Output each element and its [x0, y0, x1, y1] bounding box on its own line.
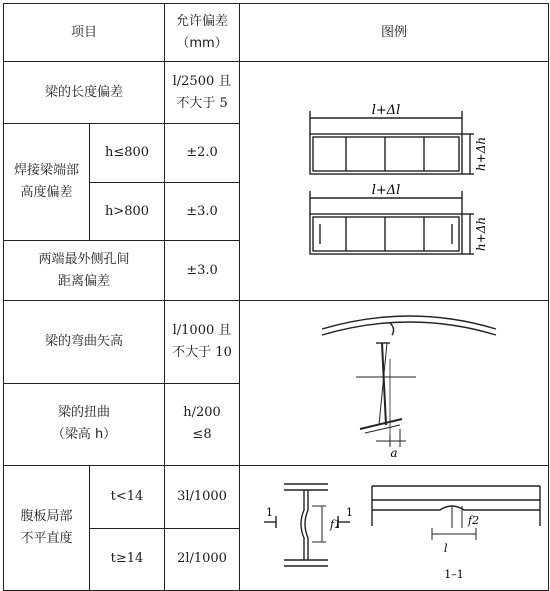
tol-twist-line1: h/200	[183, 405, 221, 421]
tol-holes: ±3.0	[165, 241, 240, 301]
item-height-line2: 高度偏差	[20, 185, 73, 200]
label-length-2: l+Δl	[371, 183, 401, 198]
camber-arc-inner	[322, 322, 496, 335]
item-web-line1: 腹板局部	[20, 509, 73, 524]
figure-web-cell	[240, 466, 549, 591]
label-twist-a: a	[390, 446, 398, 460]
tol-camber-line1: l/1000 且	[172, 322, 232, 338]
sub-web-2: t≥14	[90, 528, 165, 591]
figure-beam-cell	[240, 62, 549, 301]
row-length	[4, 62, 549, 124]
web-right	[305, 490, 308, 560]
beam-outline-2	[310, 214, 462, 254]
tol-twist-line2: ≤8	[192, 427, 212, 443]
label-f1: f1	[330, 518, 342, 531]
item-web	[4, 466, 90, 591]
item-holes	[4, 241, 165, 301]
header-row	[4, 4, 549, 62]
label-f2: f2	[468, 514, 480, 527]
tol-height-2: ±3.0	[165, 183, 240, 241]
tol-length-line2: 不大于 5	[176, 95, 228, 111]
label-height-2: h+Δh	[474, 216, 489, 252]
item-length: 梁的长度偏差	[4, 62, 165, 124]
item-twist-line1: 梁的扭曲	[58, 405, 111, 421]
beam-outline-1	[310, 134, 462, 174]
tol-camber-line2: 不大于 10	[172, 344, 232, 360]
tol-web-2: 2l/1000	[165, 528, 240, 591]
item-web-line2: 不平直度	[20, 531, 73, 546]
tol-length	[165, 62, 240, 124]
tolerance-table	[3, 3, 549, 591]
label-section-left: 1	[266, 506, 274, 519]
web-section-curve	[372, 506, 540, 510]
tol-length-line1: l/2500 且	[172, 73, 232, 89]
label-length-1: l+Δl	[371, 103, 401, 118]
row-camber	[4, 301, 549, 384]
item-camber: 梁的弯曲矢高	[4, 301, 165, 384]
header-tolerance	[165, 4, 240, 62]
web-left	[301, 490, 304, 560]
header-figure: 图例	[240, 4, 549, 62]
item-holes-line1: 两端最外侧孔间	[38, 251, 130, 267]
item-height	[4, 124, 90, 241]
label-l: l	[444, 542, 448, 555]
tol-height-1: ±2.0	[165, 124, 240, 183]
item-height-line1: 焊接梁端部	[13, 163, 79, 178]
sub-web-1: t<14	[90, 466, 165, 529]
header-tolerance-unit: （mm）	[176, 35, 228, 51]
sub-height-2: h>800	[90, 183, 165, 241]
row-web-1	[4, 466, 549, 529]
beam-length-height-figure	[240, 62, 549, 300]
header-item: 项目	[4, 4, 165, 62]
item-twist	[4, 383, 165, 466]
figure-camber-twist-cell	[240, 301, 549, 466]
item-holes-line2: 距离偏差	[58, 273, 111, 289]
tol-camber	[165, 301, 240, 384]
label-section-right: 1	[346, 506, 354, 519]
label-section-1-1: 1–1	[444, 568, 464, 581]
camber-twist-figure	[240, 301, 549, 465]
tol-web-1: 3l/1000	[165, 466, 240, 529]
label-height-1: h+Δh	[474, 136, 489, 172]
header-tolerance-label: 允许偏差	[176, 13, 229, 29]
web-flatness-figure	[240, 466, 549, 590]
sub-height-1: h≤800	[90, 124, 165, 183]
item-twist-line2: （梁高 h）	[51, 427, 117, 443]
tol-twist	[165, 383, 240, 466]
